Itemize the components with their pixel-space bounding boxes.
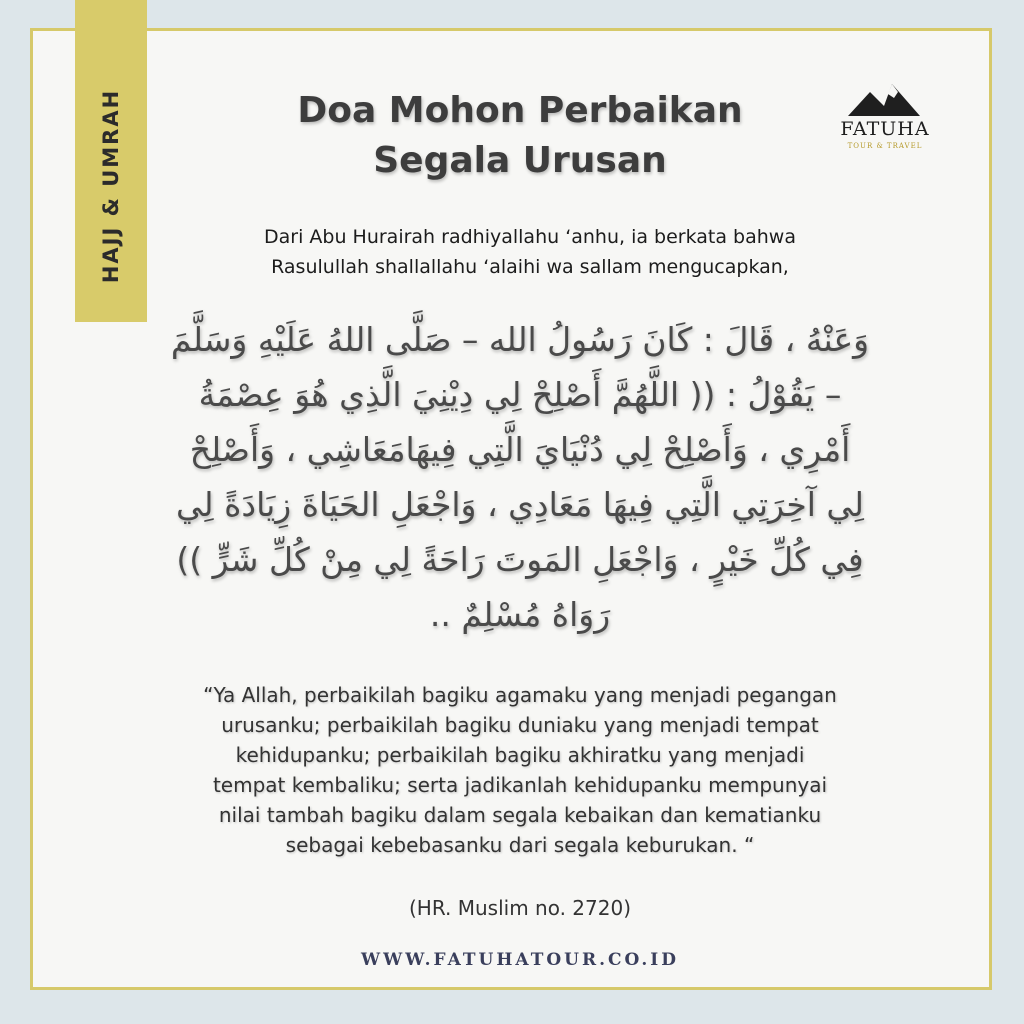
website-link[interactable]: WWW.FATUHATOUR.CO.ID [361,950,679,970]
intro-line-1: Dari Abu Hurairah radhiyallahu ‘anhu, ia berkata bahwa [264,226,796,248]
intro-text [120,222,940,282]
arabic-line: رَوَاهُ مُسْلِمٌ .. [429,595,611,634]
intro-line-2: Rasulullah shallallahu ‘alaihi wa sallam mengucapkan, [271,256,789,278]
arabic-hadith [140,312,900,642]
logo-tagline: TOUR & TRAVEL [847,142,923,150]
title-line-1: Doa Mohon Perbaikan [297,90,743,131]
title-line-2: Segala Urusan [373,140,667,181]
arabic-line: وَعَنْهُ ، قَالَ : كَانَ رَسُولُ الله – صَلَّى اللهُ عَلَيْهِ وَسَلَّمَ [170,320,870,359]
mountain-logo-icon [848,84,920,116]
arabic-line: لِي آخِرَتِي الَّتِي فِيهَا مَعَادِي ، وَاجْعَلِ الحَيَاةَ زِيَادَةً لِي [176,485,864,524]
translation-line: sebagai kebebasanku dari segala keburukan. “ [285,833,755,857]
translation-line: “Ya Allah, perbaikilah bagiku agamaku yang menjadi pegangan [203,683,837,707]
side-tab-label: HAJJ & UMRAH [99,88,123,284]
translation-line: nilai tambah bagiku dalam segala kebaikan dan kematianku [218,803,822,827]
fatuha-logo [830,84,940,174]
hadith-source: (HR. Muslim no. 2720) [408,896,632,920]
arabic-line: أَمْرِي ، وَأَصْلِحْ لِي دُنْيَايَ الَّتِي فِيهَامَعَاشِي ، وَأَصْلِحْ [189,430,851,469]
arabic-line: فِي كُلِّ خَيْرٍ ، وَاجْعَلِ المَوتَ رَاحَةً لِي مِنْ كُلِّ شَرٍّ )) [176,540,864,579]
logo-name: FATUHA [840,118,930,140]
page-title [230,86,810,186]
translation-line: urusanku; perbaikilah bagiku duniaku yang menjadi tempat [221,713,819,737]
translation-text [95,680,945,860]
arabic-line: – يَقُوْلُ : (( اللَّهُمَّ أَصْلِحْ لِي دِيْنِيَ الَّذِي هُوَ عِصْمَةُ [198,375,842,414]
translation-line: kehidupanku; perbaikilah bagiku akhiratku yang menjadi [235,743,805,767]
translation-line: tempat kembaliku; serta jadikanlah kehidupanku mempunyai [212,773,828,797]
